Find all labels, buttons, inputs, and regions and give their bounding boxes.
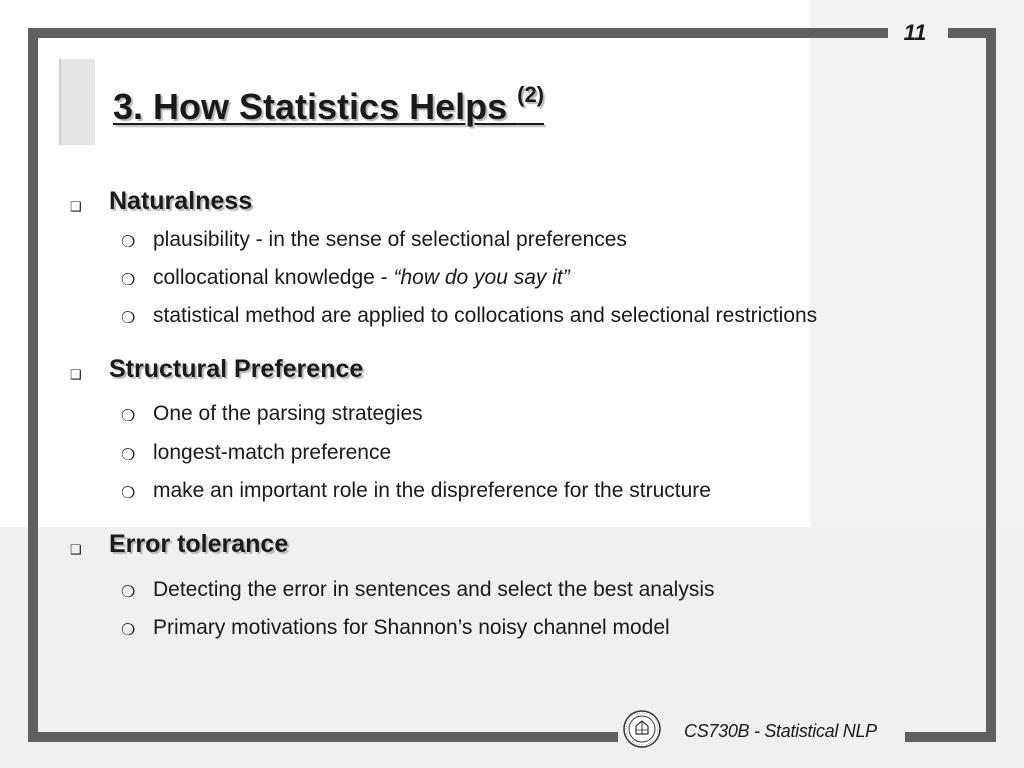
list-item-text: One of the parsing strategies [153,402,423,425]
list-item-text: plausibility - in the sense of selectional preferences [153,228,627,251]
circle-bullet-icon: ❍ [121,310,136,327]
section-heading-error-tolerance: Error tolerance [109,530,289,558]
circle-bullet-icon: ❍ [121,447,136,464]
footer-course-label: CS730B - Statistical NLP [684,721,877,741]
list-item-text: statistical method are applied to collocations and selectional restrictions [153,304,818,327]
list-item [153,441,391,465]
list-item [153,578,714,602]
section-heading-naturalness: Naturalness [109,187,253,215]
list-item [153,402,423,426]
circle-bullet-icon: ❍ [121,272,136,289]
list-item [153,479,711,503]
list-item-text: collocational knowledge - [153,266,394,289]
frame-right-bar [986,28,996,742]
frame-bottom-right-bar [905,732,996,742]
circle-bullet-icon: ❍ [121,584,136,601]
list-item-text: Detecting the error in sentences and select the best analysis [153,578,715,601]
page-number: 11 [903,20,927,45]
list-item [153,228,627,252]
list-item-text: Primary motivations for Shannon’s noisy channel model [153,616,670,639]
frame-top-bar [28,28,888,38]
list-item-text: longest-match preference [153,441,392,464]
square-bullet-icon: ❑ [70,199,82,214]
frame-left-bar [28,28,38,742]
list-item [153,266,570,290]
list-item-text: make an important role in the dispreference for the structure [153,479,711,502]
circle-bullet-icon: ❍ [121,622,136,639]
list-item-italic: “how do you say it” [393,266,570,289]
slide-title [113,82,545,128]
square-bullet-icon: ❑ [70,367,82,382]
title-accent-block [59,59,95,145]
university-seal-icon [622,709,662,749]
title-text: 3. How Statistics Helps [113,86,518,127]
list-item [153,304,817,328]
circle-bullet-icon: ❍ [121,485,136,502]
list-item [153,616,670,640]
square-bullet-icon: ❑ [70,542,82,557]
section-heading-structural-preference: Structural Preference [109,355,364,383]
frame-bottom-bar [28,732,618,742]
circle-bullet-icon: ❍ [121,408,136,425]
circle-bullet-icon: ❍ [121,234,136,251]
title-superscript: (2) [517,82,545,107]
